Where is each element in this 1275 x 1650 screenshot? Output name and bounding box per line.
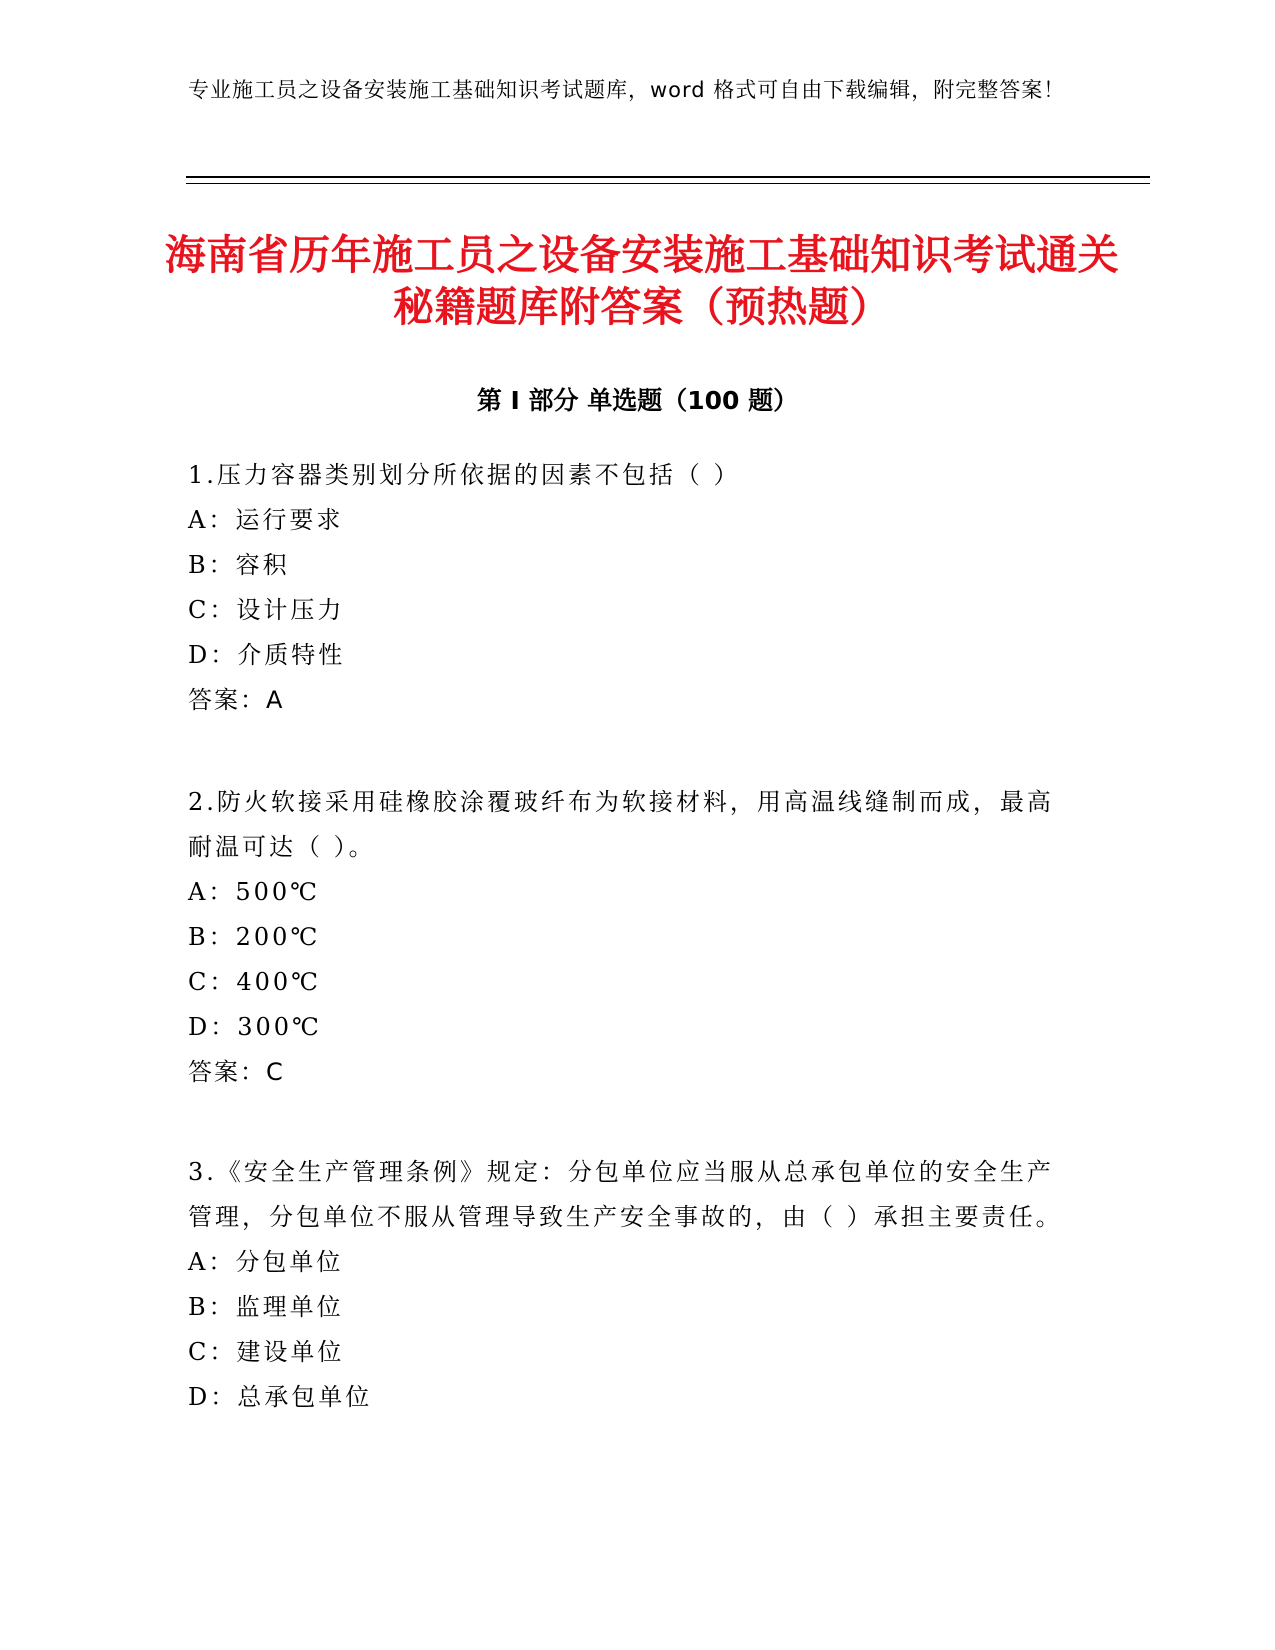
question-stem: 2.防火软接采用硅橡胶涂覆玻纤布为软接材料，用高温线缝制而成，最高耐温可达（ ）。 bbox=[188, 788, 1054, 861]
option-b: B：监理单位 bbox=[188, 1293, 344, 1321]
option-c: C：建设单位 bbox=[188, 1338, 345, 1366]
answer: 答案：A bbox=[188, 686, 285, 714]
question-1 bbox=[188, 453, 1068, 723]
option-c: C：400℃ bbox=[188, 968, 322, 996]
document-title: 海南省历年施工员之设备安装施工基础知识考试通关秘籍题库附答案（预热题） bbox=[164, 231, 1120, 331]
option-d: D：总承包单位 bbox=[188, 1383, 373, 1411]
section-title: 第 I 部分 单选题（100 题） bbox=[476, 386, 799, 415]
option-b: B：容积 bbox=[188, 551, 290, 579]
question-stem: 3.《安全生产管理条例》规定：分包单位应当服从总承包单位的安全生产管理，分包单位不服从管理导致生产安全事故的，由（ ）承担主要责任。 bbox=[188, 1158, 1063, 1231]
header-note: 专业施工员之设备安装施工基础知识考试题库，word 格式可自由下载编辑，附完整答案！ bbox=[188, 78, 1066, 102]
option-c: C：设计压力 bbox=[188, 596, 345, 624]
option-a: A：分包单位 bbox=[188, 1248, 344, 1276]
option-d: D：介质特性 bbox=[188, 641, 346, 669]
header-divider bbox=[186, 176, 1150, 184]
option-a: A：运行要求 bbox=[188, 506, 344, 534]
question-stem: 1.压力容器类别划分所依据的因素不包括（ ） bbox=[188, 461, 741, 489]
answer: 答案：C bbox=[188, 1058, 285, 1086]
option-a: A：500℃ bbox=[188, 878, 320, 906]
option-d: D：300℃ bbox=[188, 1013, 322, 1041]
option-b: B：200℃ bbox=[188, 923, 321, 951]
question-3 bbox=[188, 1150, 1068, 1420]
question-2 bbox=[188, 780, 1068, 1095]
